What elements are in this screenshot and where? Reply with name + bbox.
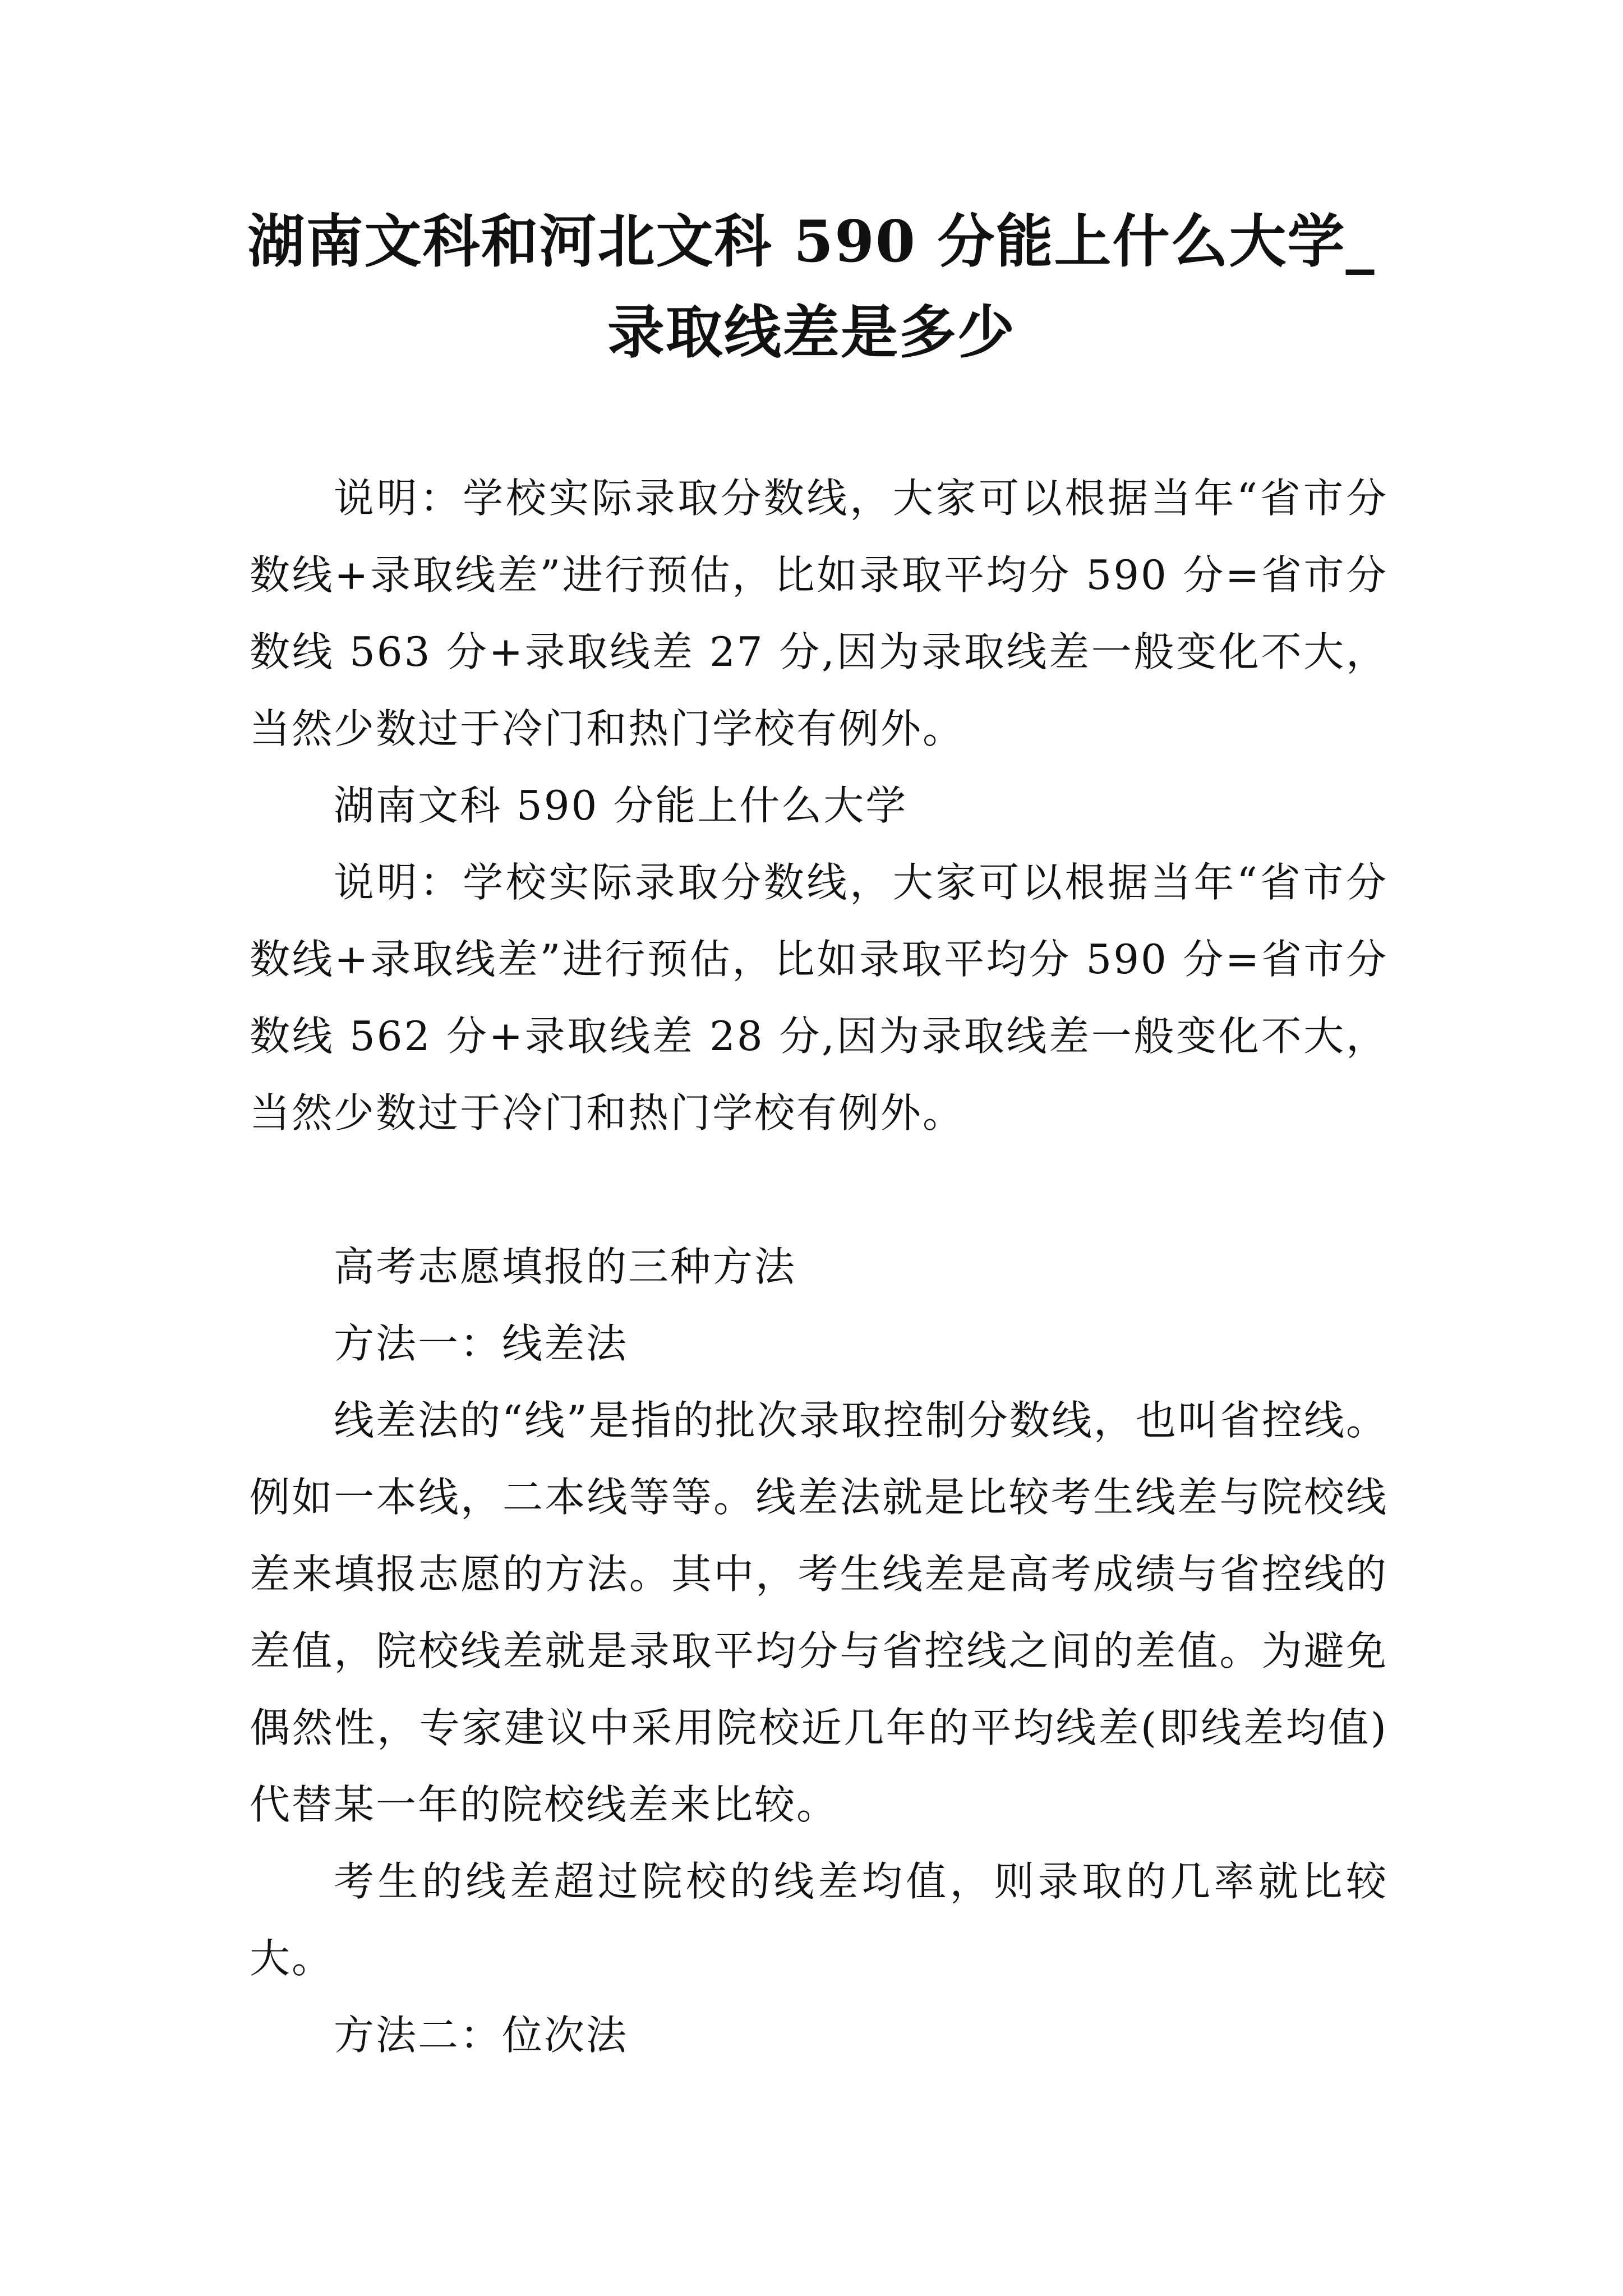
blank-line	[250, 1152, 1388, 1228]
title-line-1: 湖南文科和河北文科 590 分能上什么大学_	[247, 208, 1376, 275]
method-two-heading: 方法二：位次法	[334, 2012, 629, 2059]
document-body	[250, 460, 1388, 2074]
title-line-2: 录取线差是多少	[607, 299, 1016, 366]
paragraph-method-one: 线差法的“线”是指的批次录取控制分数线，也叫省控线。例如一本线，二本线等等。线差法就是比较考生线差与院校线差来填报志愿的方法。其中，考生线差是高考成绩与省控线的差值，院校线差就是录取平均分与省控线之间的差值。为避免偶然性，专家建议中采用院校近几年的平均线差(即线差均值)代替某一年的院校线差来比较。	[250, 1397, 1388, 1828]
section-heading-hunan: 湖南文科 590 分能上什么大学	[334, 782, 908, 829]
section-heading-methods: 高考志愿填报的三种方法	[334, 1243, 797, 1290]
paragraph-explanation-1: 说明：学校实际录取分数线，大家可以根据当年“省市分数线+录取线差”进行预估，比如录取平均分 590 分=省市分数线 563 分+录取线差 27 分,因为录取线差一般变化不大，当然少数过于冷门和热门学校有例外。	[250, 475, 1388, 752]
method-one-heading: 方法一：线差法	[334, 1320, 629, 1367]
paragraph-explanation-2: 说明：学校实际录取分数线，大家可以根据当年“省市分数线+录取线差”进行预估，比如录取平均分 590 分=省市分数线 562 分+录取线差 28 分,因为录取线差一般变化不大，当然少数过于冷门和热门学校有例外。	[250, 859, 1388, 1137]
document-title	[213, 196, 1410, 378]
paragraph-method-one-conclusion: 考生的线差超过院校的线差均值，则录取的几率就比较大。	[250, 1858, 1388, 1982]
